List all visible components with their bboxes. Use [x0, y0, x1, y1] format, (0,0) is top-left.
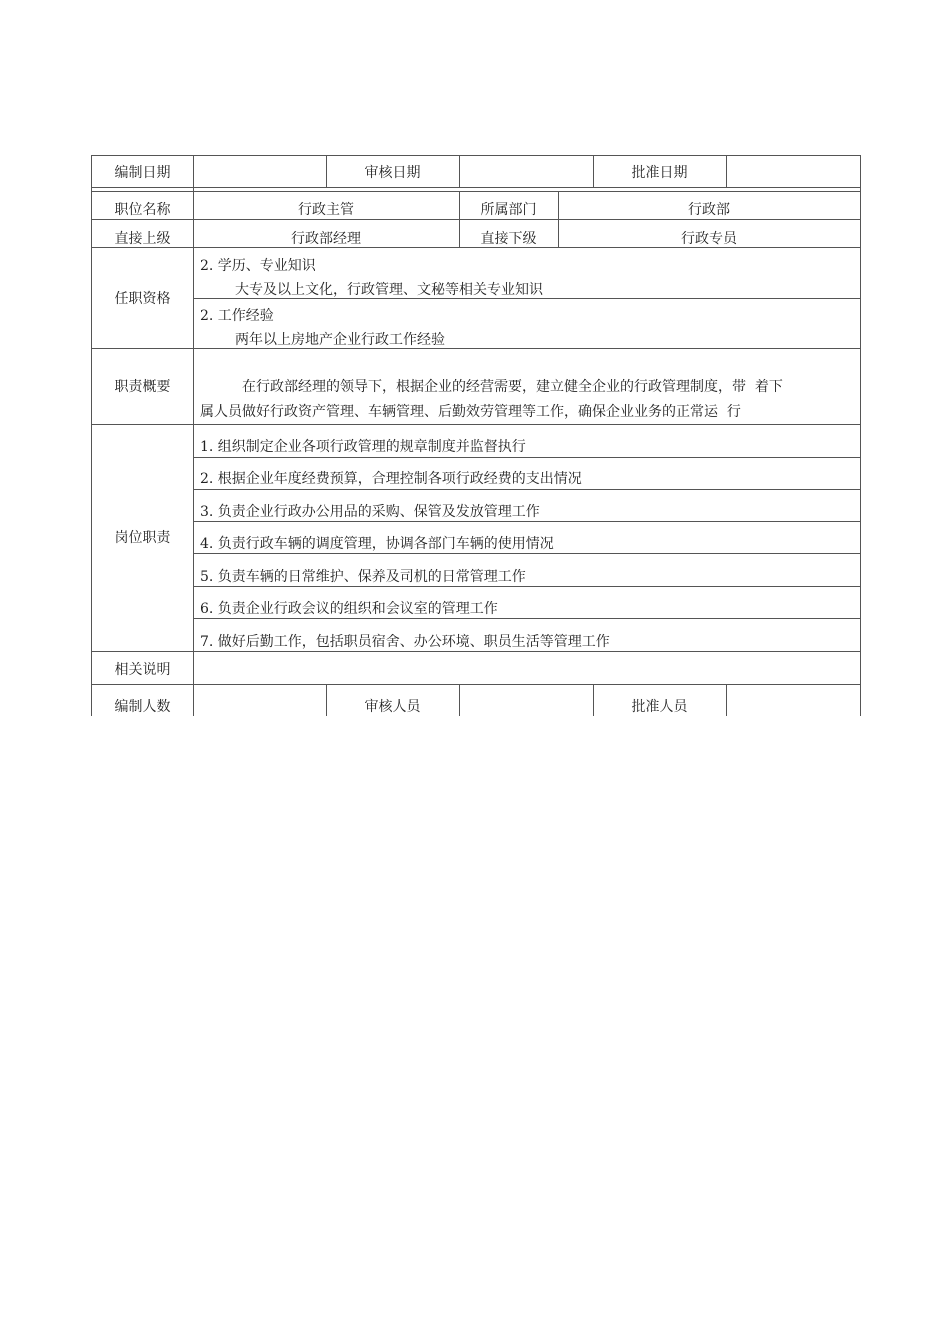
superior-label: 直接上级 — [114, 231, 171, 247]
duty-item: 6. 负责企业行政会议的组织和会议室的管理工作 — [200, 601, 498, 617]
duties-label: 岗位职责 — [114, 530, 171, 546]
department-value: 行政部 — [688, 202, 730, 218]
row-divider — [92, 424, 860, 425]
qualification-detail: 两年以上房地产企业行政工作经验 — [235, 332, 445, 348]
row-divider — [193, 457, 860, 458]
reviewer-label: 审核人员 — [364, 699, 421, 715]
column-divider — [459, 156, 460, 187]
duty-item: 5. 负责车辆的日常维护、保养及司机的日常管理工作 — [200, 569, 526, 585]
row-divider — [92, 348, 860, 349]
qualification-heading: 2. 工作经验 — [200, 308, 274, 324]
row-divider — [92, 187, 860, 188]
duty-item: 3. 负责企业行政办公用品的采购、保管及发放管理工作 — [200, 504, 540, 520]
summary-label: 职责概要 — [114, 379, 171, 395]
row-divider — [92, 684, 860, 685]
row-divider — [193, 553, 860, 554]
row-divider — [92, 219, 860, 220]
qualification-detail: 大专及以上文化，行政管理、文秘等相关专业知识 — [235, 282, 543, 298]
row-divider — [92, 651, 860, 652]
compile-date-label: 编制日期 — [114, 165, 171, 181]
job-description-table — [91, 155, 861, 716]
approve-date-label: 批准日期 — [631, 165, 688, 181]
summary-line: 属人员做好行政资产管理、车辆管理、后勤效劳管理等工作，确保企业业务的正常运 行 — [200, 404, 741, 420]
row-divider — [193, 586, 860, 587]
department-label: 所属部门 — [480, 202, 537, 218]
duty-item: 7. 做好后勤工作，包括职员宿舍、办公环境、职员生活等管理工作 — [200, 634, 610, 650]
row-divider — [193, 489, 860, 490]
duty-item: 4. 负责行政车辆的调度管理，协调各部门车辆的使用情况 — [200, 536, 554, 552]
approver-label: 批准人员 — [631, 699, 688, 715]
review-date-label: 审核日期 — [364, 165, 421, 181]
qualification-heading: 2. 学历、专业知识 — [200, 258, 316, 274]
row-divider — [193, 521, 860, 522]
subordinate-value: 行政专员 — [681, 231, 737, 247]
column-divider — [726, 684, 727, 716]
superior-value: 行政部经理 — [291, 231, 361, 247]
duty-item: 1. 组织制定企业各项行政管理的规章制度并监督执行 — [200, 439, 526, 455]
author-label: 编制人数 — [114, 699, 171, 715]
row-divider — [193, 618, 860, 619]
qualifications-label: 任职资格 — [114, 291, 171, 307]
column-divider — [726, 156, 727, 187]
position-label: 职位名称 — [114, 202, 171, 218]
notes-label: 相关说明 — [114, 662, 171, 678]
column-divider — [459, 684, 460, 716]
subordinate-label: 直接下级 — [480, 231, 537, 247]
position-value: 行政主管 — [298, 202, 354, 218]
duty-item: 2. 根据企业年度经费预算，合理控制各项行政经费的支出情况 — [200, 471, 582, 487]
summary-line: 在行政部经理的领导下，根据企业的经营需要，建立健全企业的行政管理制度，带 着下 — [242, 379, 783, 395]
row-divider — [92, 191, 860, 192]
